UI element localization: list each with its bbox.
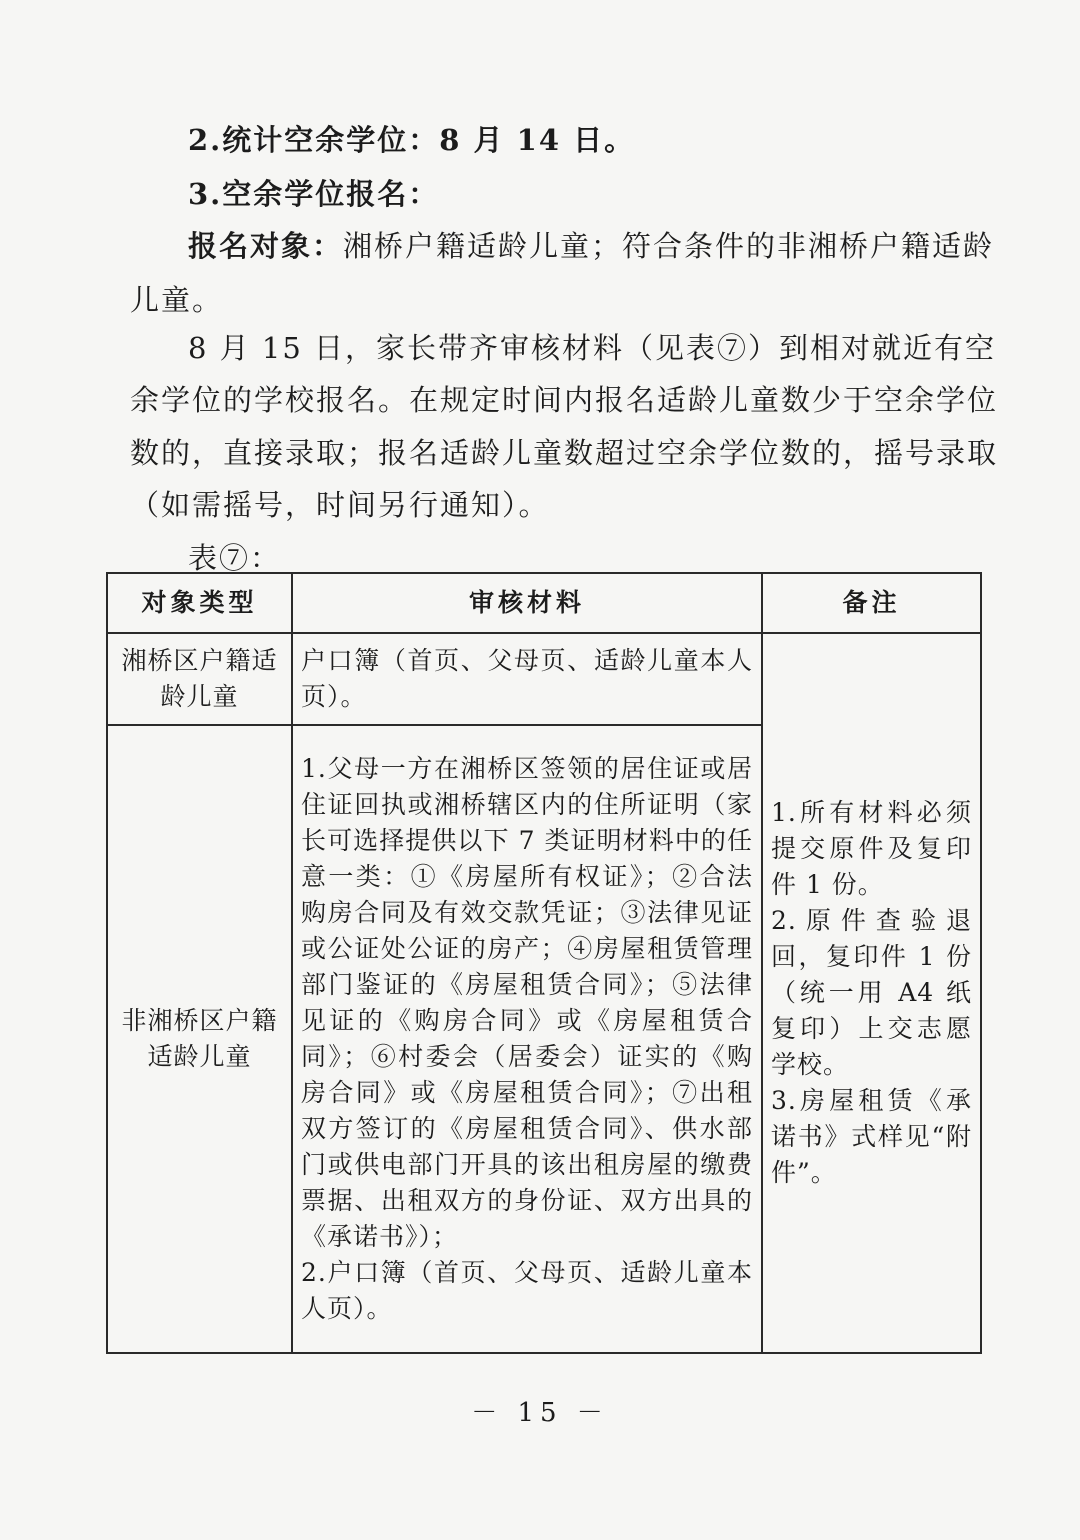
table-row-local xyxy=(107,633,981,725)
paragraph-procedure-line2: 余学位的学校报名。在规定时间内报名适龄儿童数少于空余学位 xyxy=(130,383,999,417)
materials-item-2: 2.户口簿（首页、父母页、适龄儿童本人页）。 xyxy=(301,1258,753,1323)
paragraph-procedure-line1: 8 月 15 日，家长带齐审核材料（见表⑦）到相对就近有空 xyxy=(188,331,997,365)
target-label: 报名对象： xyxy=(188,229,344,263)
paragraph-vacancy-registration: 3.空余学位报名： xyxy=(188,177,440,211)
paragraph-procedure-line4: （如需摇号，时间另行通知）。 xyxy=(130,488,550,522)
paragraph-procedure-line3: 数的，直接录取；报名适龄儿童数超过空余学位数的，摇号录取 xyxy=(130,436,999,470)
cell-materials-nonlocal xyxy=(292,725,762,1353)
header-materials: 审核材料 xyxy=(292,573,762,633)
paragraph-vacancy-count: 2.统计空余学位：8 月 14 日。 xyxy=(188,123,636,157)
remark-3: 3.房屋租赁《承诺书》式样见“附件”。 xyxy=(771,1086,972,1187)
page-number: － 15 － xyxy=(471,1398,609,1428)
table-caption: 表⑦： xyxy=(188,541,282,575)
cell-type-local: 湘桥区户籍适龄儿童 xyxy=(107,633,292,725)
cell-materials-local: 户口簿（首页、父母页、适龄儿童本人页）。 xyxy=(292,633,762,725)
table-header-row xyxy=(107,573,981,633)
target-text: 湘桥户籍适龄儿童；符合条件的非湘桥户籍适龄 xyxy=(343,229,995,263)
materials-item-1: 1.父母一方在湘桥区签领的居住证或居住证回执或湘桥辖区内的住所证明（家长可选择提供以下 7 类证明材料中的任意一类：①《房屋所有权证》；②合法购房合同及有效交款凭证；③法律见证或公证处公证的房产；④房屋租赁管理部门鉴证的《房屋租赁合同》；⑤法律见证的《购房合同》或《房屋租赁合同》；⑥村委会（居委会）证实的《购房合同》或《房屋租赁合同》；⑦出租双方签订的《房屋租赁合同》、供水部门或供电部门开具的该出租房屋的缴费票据、出租双方的身份证、双方出具的《承诺书》）； xyxy=(301,754,753,1251)
header-remarks: 备注 xyxy=(762,573,981,633)
cell-type-nonlocal: 非湘桥区户籍适龄儿童 xyxy=(107,725,292,1353)
paragraph-target xyxy=(188,228,995,264)
remark-2: 2.原件查验退回，复印件 1 份（统一用 A4 纸复印）上交志愿学校。 xyxy=(771,906,972,1079)
remark-1: 1.所有材料必须提交原件及复印件 1 份。 xyxy=(771,798,972,899)
header-type: 对象类型 xyxy=(107,573,292,633)
paragraph-target-cont: 儿童。 xyxy=(130,283,224,317)
cell-remarks xyxy=(762,633,981,1353)
materials-table xyxy=(106,572,982,1354)
